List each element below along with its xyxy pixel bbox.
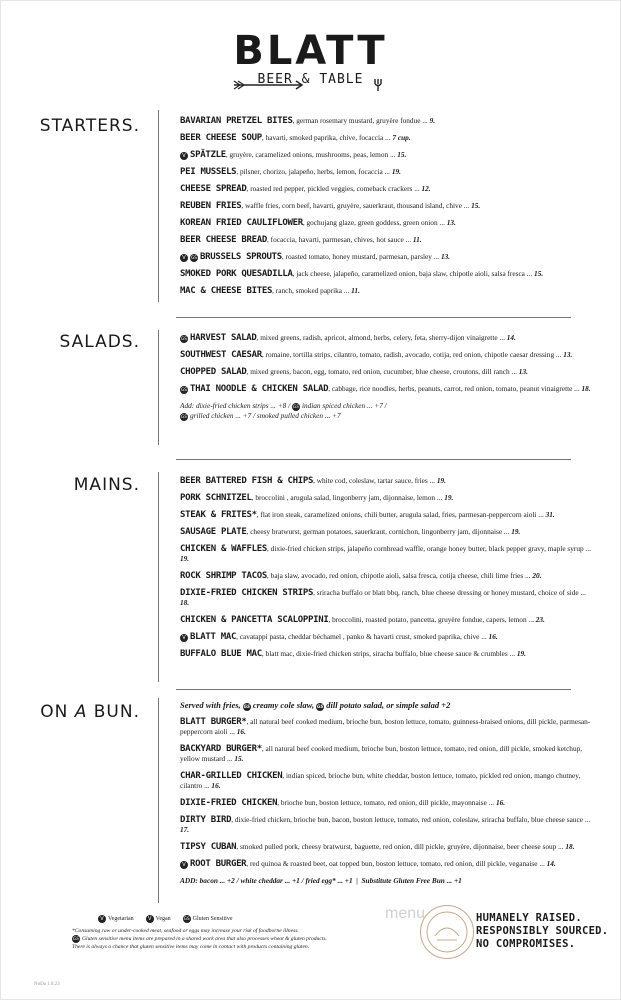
divider [176,317,571,318]
bun-sides-note: Served with fries, GS creamy cole slaw, GS dill potato salad, or simple salad +2 [180,700,451,710]
vegetarian-icon: V [98,915,106,923]
salads-list [180,333,592,421]
menu-item: BAVARIAN PRETZEL BITES, german rosemary mustard, gruyère fondue ... 9. [180,116,436,126]
fork-icon [372,78,386,92]
brand-logo: BLATT [233,28,388,74]
brand-subtitle: BEER & TABLE [257,72,364,87]
menu-item: DIRTY BIRD, dixie-fried chicken, brioche bun, bacon, boston lettuce, tomato, red onion, coleslaw, sriracha buffalo, blue cheese sauce ... 17. [180,815,591,834]
menu-item: V BLATT MAC, cavatappi pasta, cheddar béchamel , panko & havarti crust, smoked paprika, chive ... 16. [180,632,592,642]
menu-item: DIXIE-FRIED CHICKEN STRIPS, sriracha buffalo or blatt bbq, ranch, blue cheese dressing or honey mustard, choice of side ... 18. [180,588,586,607]
menu-item: BEER BATTERED FISH & CHIPS, white cod, coleslaw, tartar sauce, fries ... 19. [180,476,446,486]
icon-legend: V Vegetarian V Vegan GS Gluten Sensitive [72,915,402,923]
divider [158,110,159,302]
salad-addons: Add: dixie-fried chicken strips ... +8 / GS indian spiced chicken ... +7 / [180,401,387,410]
vegetarian-icon: V [180,254,188,262]
sourcing-badge-icon [420,905,474,959]
version-stamp: NoDa 1.8.23 [34,982,60,987]
menu-item: BEER CHEESE SOUP, havarti, smoked paprika, chive, focaccia ... 7 cup. [180,133,411,143]
gluten-sensitive-icon: GS [181,387,187,392]
menu-item: CHOPPED SALAD, mixed greens, bacon, egg, tomato, red onion, cucumber, blue cheese, croutons, dill ranch ... 13. [180,367,528,377]
divider [176,459,571,460]
menu-item: STEAK & FRITES*, flat iron steak, caramelized onions, chili butter, arugula salad, fries, parmesan-peppercorn aioli ... 31. [180,510,555,520]
raw-food-disclaimer: *Consuming raw or under-cooked meat, seafood or eggs may increase your risk of foodborne illness. [72,928,299,934]
divider [158,698,159,903]
section-title-starters: STARTERS. [39,116,140,136]
gluten-disclaimer-2: There is always a chance that gluten sensitive items may come in contact with products containing gluten. [72,944,310,950]
gluten-sensitive-icon: GS [181,336,187,341]
menu-item: SAUSAGE PLATE, cheesy bratwurst, german potatoes, sauerkraut, cornichon, lingonberry jam, dijonnaise ... 19. [180,527,521,537]
menu-item: GS THAI NOODLE & CHICKEN SALAD, cabbage, rice noodles, herbs, peanuts, carrot, red onion, tomato, peanut vinaigrette ... 18. [181,384,591,394]
gluten-sensitive-icon: GS [181,414,187,419]
bun-list [180,700,592,886]
gluten-sensitive-icon: GS [243,704,251,709]
mains-list [180,476,592,666]
menu-item: PORK SCHNITZEL, broccolini , arugula salad, lingonberry jam, dijonnaise, lemon ... 19. [180,493,454,503]
gluten-sensitive-icon: GS [183,916,190,921]
vegetarian-icon: V [180,152,188,160]
menu-item: V SPÄTZLE, gruyère, caramelized onions, mushrooms, peas, lemon ... 15. [180,150,592,160]
menu-item: PEI MUSSELS, pilsner, chorizo, jalapeño, herbs, lemon, focaccia ... 19. [180,167,401,177]
menu-item: SOUTHWEST CAESAR, romaine, tortilla strips, cilantro, tomato, radish, avocado, cotija, red onion, chipotle caesar dressing ... 13. [180,350,573,360]
menu-item: CHEESE SPREAD, roasted red pepper, pickled veggies, comeback crackers ... 12. [180,184,431,194]
menu-item: REUBEN FRIES, waffle fries, corn beef, havarti, gruyère, sauerkraut, thousand island, chive ... 15. [180,201,481,211]
menu-item: BEER CHEESE BREAD, focaccia, havarti, parmesan, chives, hot sauce ... 11. [180,235,422,245]
menu-item: KOREAN FRIED CAULIFLOWER, gochujang glaze, green goddess, green onion ... 13. [180,218,456,228]
section-title-mains: MAINS. [73,475,140,495]
menu-item: CHICKEN & PANCETTA SCALOPPINI, broccolini, roasted potato, pancetta, gruyère fondue, capers, lemon ... 23. [180,615,545,625]
divider [158,472,159,682]
gluten-disclaimer: GS Gluten sensitive menu items are prepared in a shared work area that also processes wheat & gluten products. [73,936,327,942]
gluten-sensitive-icon: GS [73,936,79,941]
menu-item: ROCK SHRIMP TACOS, baja slaw, avocado, red onion, chipotle aioli, salsa fresca, cotija cheese, chili lime fries ... 20. [180,571,542,581]
menu-item: BUFFALO BLUE MAC, blatt mac, dixie-fried chicken strips, siracha buffalo, blue cheese sauce & crumbles ... 19. [180,649,526,659]
menu-item: BLATT BURGER*, all natural beef cooked medium, brioche bun, boston lettuce, tomato, guinness-braised onions, dill pickle, parmesan-peppercorn aioli ... 16. [180,717,591,736]
menu-item: MAC & CHEESE BITES, ranch, smoked paprika ... 11. [180,286,360,296]
menu-item: V GS BRUSSELS SPROUTS, roasted tomato, honey mustard, parmesan, parsley ... 13. [180,252,592,262]
watermark: menu [385,905,426,922]
divider [158,330,159,445]
menu-item: GS HARVEST SALAD, mixed greens, radish, apricot, almond, herbs, celery, feta, sherry-dijon vinaigrette ... 14. [181,333,516,343]
salad-addons-2: GS grilled chicken ... +7 / smoked pulled chicken ... +7 [181,411,341,420]
gluten-sensitive-icon: GS [292,404,299,409]
menu-item: V ROOT BURGER, red quinoa & roasted beet, oat topped bun, boston lettuce, tomato, red onion, dill pickle, veganaise ... 14. [180,859,592,869]
menu-item: BACKYARD BURGER*, all natural beef cooked medium, brioche bun, boston lettuce, tomato, red onion, dill pickle, smoked ketchup, yellow mustard ... 15. [180,744,583,763]
section-title-bun: ON A BUN. [40,702,140,722]
bun-addons: ADD: bacon ... +2 / white cheddar ... +1 / fried egg* ... +1 | Substitute Gluten Free Bun ... +1 [180,876,462,885]
divider [176,689,571,690]
menu-item: TIPSY CUBAN, smoked pulled pork, cheesy bratwurst, baguette, red onion, dill pickle, gruyère, dijonnaise, beer cheese soup ... 18. [180,842,575,852]
starters-list [180,116,592,303]
vegan-icon: V [146,915,154,923]
menu-item: DIXIE-FRIED CHICKEN, brioche bun, boston lettuce, tomato, red onion, dill pickle, mayonnaise ... 16. [180,798,506,808]
vegan-icon: V [180,861,188,869]
menu-item: CHICKEN & WAFFLES, dixie-fried chicken strips, jalapeño cornbread waffle, orange honey butter, black pepper gravy, maple syrup ... 19. [180,544,591,563]
sourcing-claim: HUMANELY RAISED. RESPONSIBLY SOURCED. NO COMPROMISES. [476,912,609,950]
menu-item: SMOKED PORK QUESADILLA, jack cheese, jalapeño, caramelized onion, baja slaw, chipotle aioli, salsa fresca ... 15. [180,269,544,279]
gluten-sensitive-icon: GS [191,255,197,260]
section-title-salads: SALADS. [59,332,140,352]
footer-notes [72,915,402,951]
vegetarian-icon: V [180,634,188,642]
menu-item: CHAR-GRILLED CHICKEN, indian spiced, brioche bun, white cheddar, boston lettuce, tomato, pickled red onion, mango chutney, cilantro ... 16. [180,771,581,790]
gluten-sensitive-icon: GS [317,704,324,709]
